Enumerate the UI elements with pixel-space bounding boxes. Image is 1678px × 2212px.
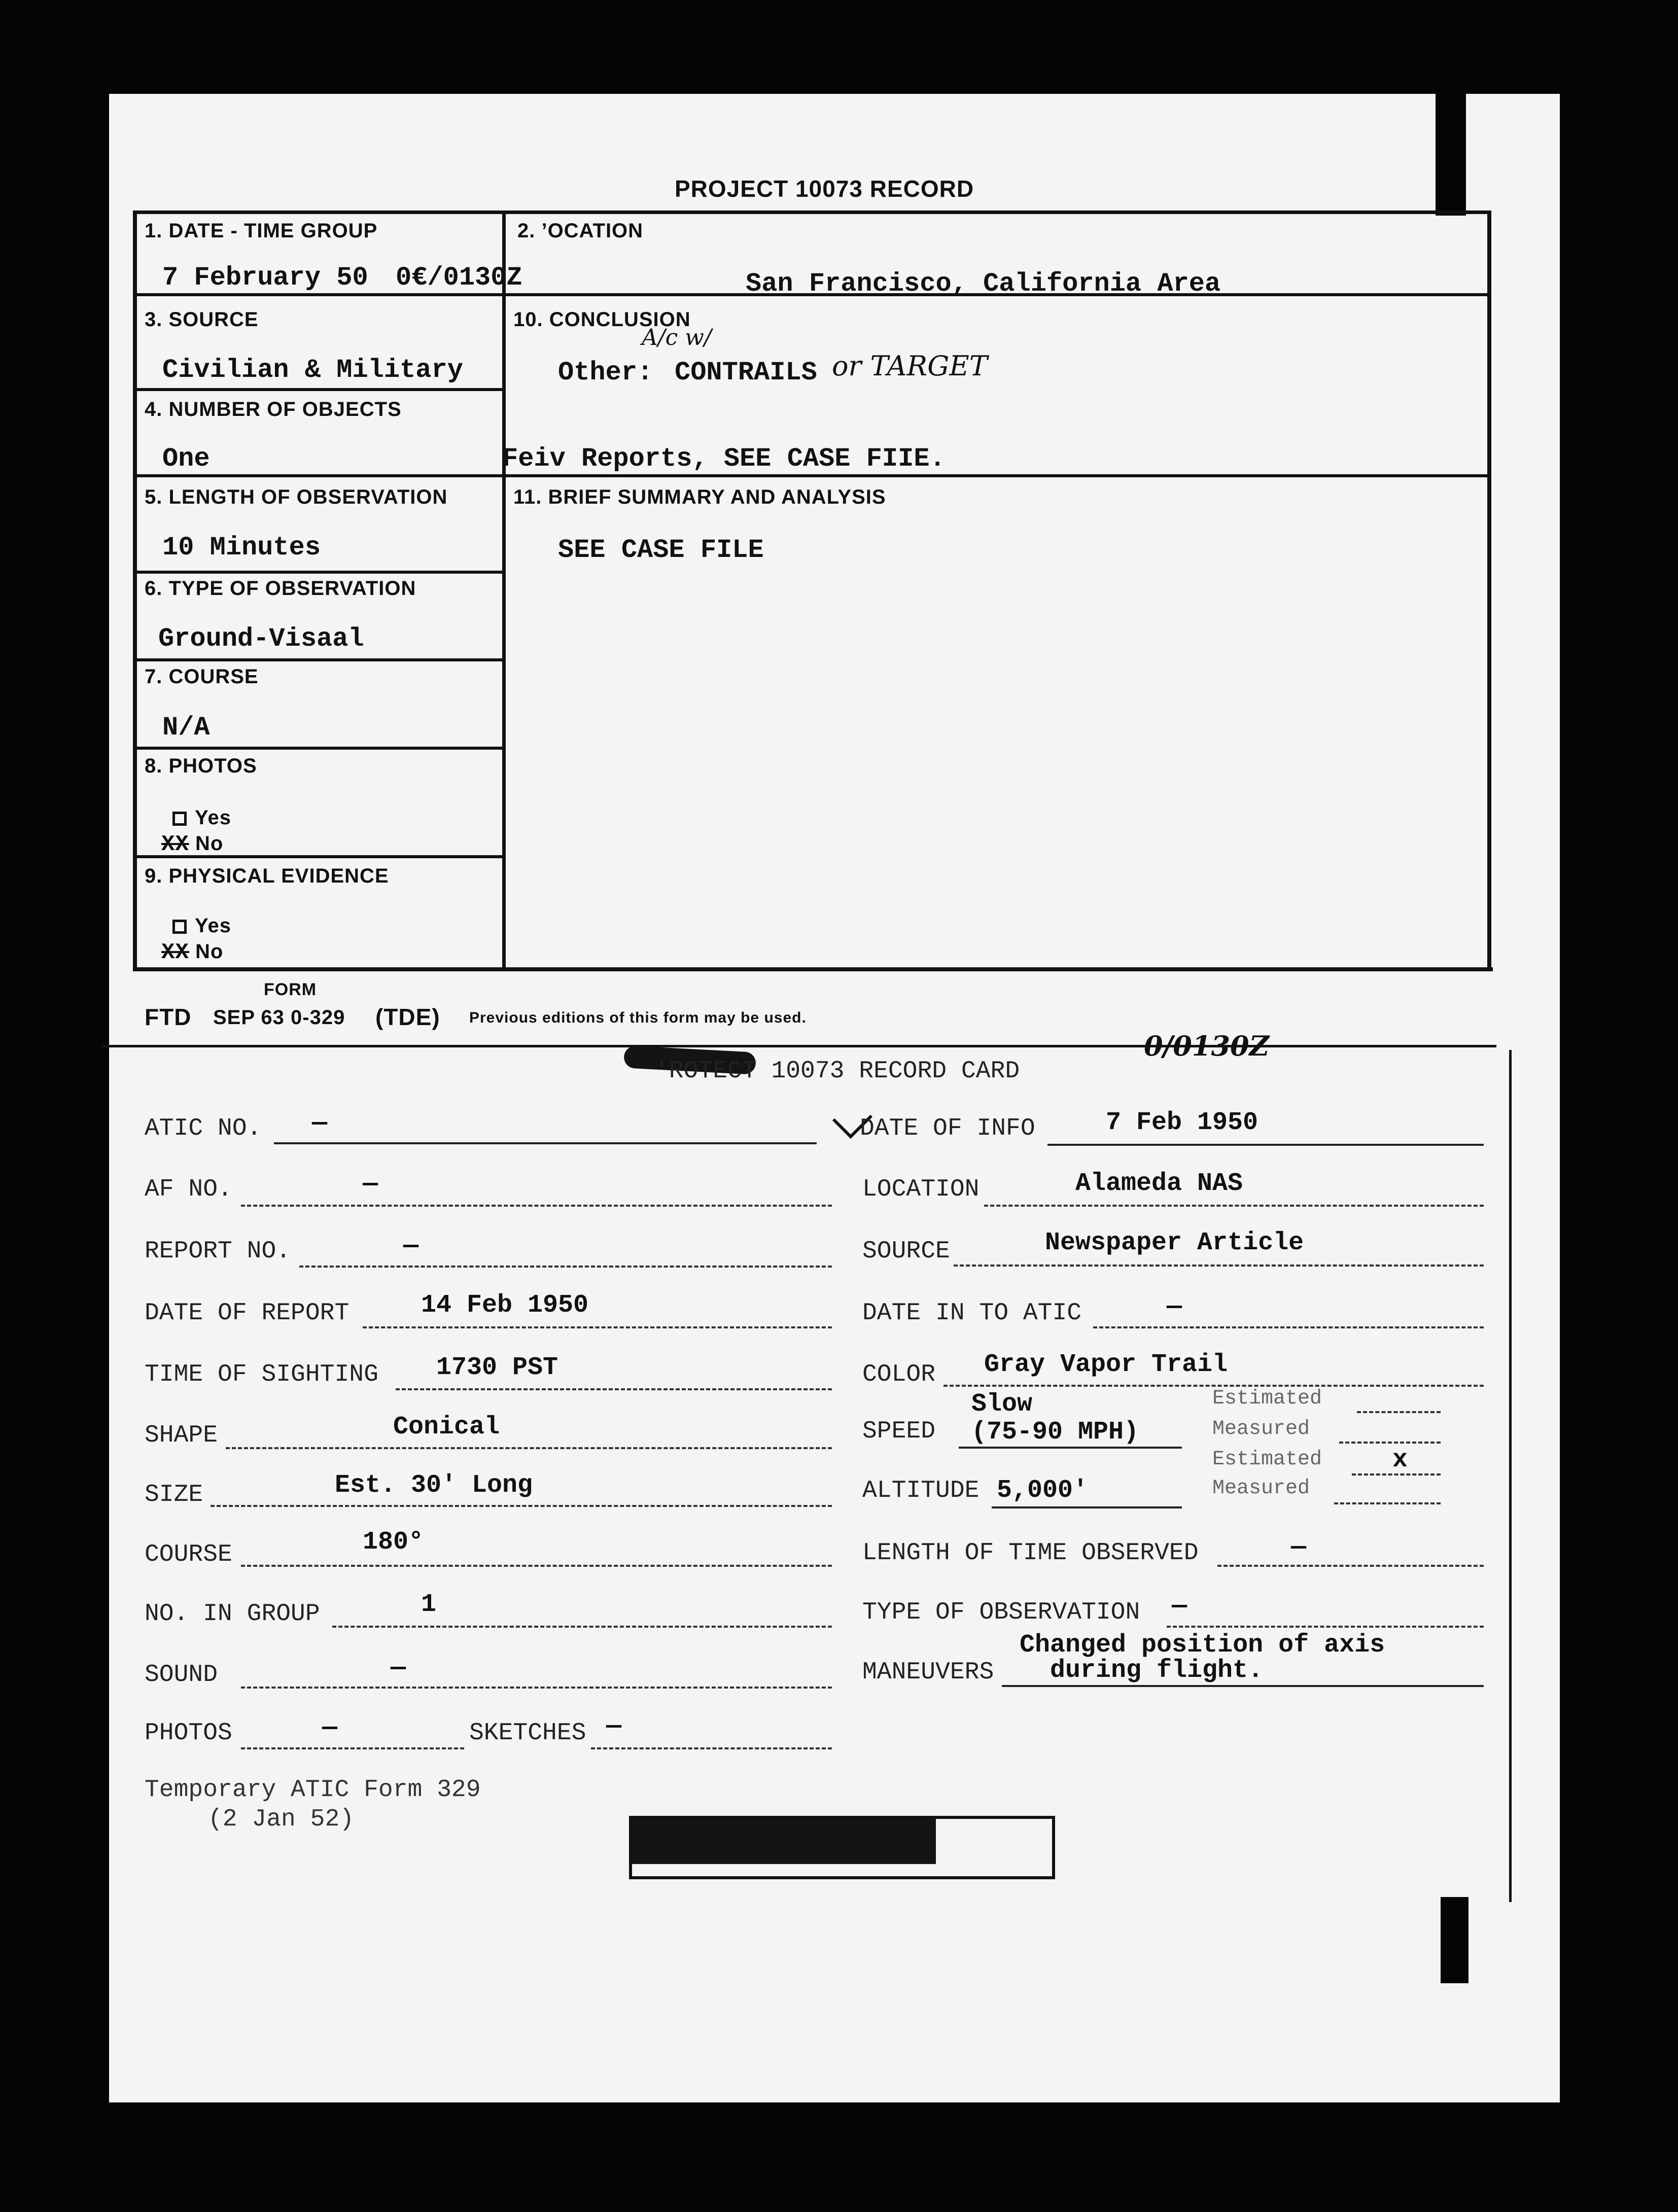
length-of-observation-label: 5. LENGTH OF OBSERVATION [145, 486, 448, 508]
date-in-label: DATE IN TO ATIC [862, 1300, 1082, 1327]
date-of-info-label: DATE OF INFO [860, 1115, 1035, 1142]
temporary-form-date: (2 Jan 52) [208, 1806, 355, 1833]
color-value: Gray Vapor Trail [984, 1350, 1228, 1379]
photos-card-label: PHOTOS [145, 1719, 232, 1747]
speed-estimated-line [1357, 1411, 1441, 1413]
no-in-group-line [332, 1626, 832, 1628]
speed-label: SPEED [862, 1418, 936, 1445]
sketches-label: SKETCHES [469, 1719, 586, 1747]
shape-value: Conical [393, 1413, 500, 1442]
card-corner-handwriting: 0/0130Z [1144, 1030, 1270, 1062]
time-of-sighting-value: 1730 PST [436, 1353, 558, 1382]
course-label: 7. COURSE [145, 665, 259, 688]
card-top-rule [101, 1045, 1496, 1047]
no-in-group-label: NO. IN GROUP [145, 1600, 320, 1628]
date-of-info-value: 7 Feb 1950 [1106, 1108, 1258, 1137]
conclusion-handwritten-aircraft: A/c w/ [642, 325, 712, 350]
evidence-no-option [161, 940, 223, 965]
date-of-report-label: DATE OF REPORT [145, 1300, 349, 1327]
form-footer-tde: (TDE) [375, 1004, 440, 1030]
maneuvers-label: MANEUVERS [862, 1659, 994, 1686]
length-of-time-label: LENGTH OF TIME OBSERVED [862, 1539, 1199, 1567]
maneuvers-value-line1: Changed position of axis [1020, 1631, 1385, 1660]
color-label: COLOR [862, 1361, 936, 1388]
conclusion-handwritten-target: or TARGET [832, 350, 988, 382]
report-no-label: REPORT NO. [145, 1238, 291, 1265]
physical-evidence-label: 9. PHYSICAL EVIDENCE [145, 865, 389, 887]
sketches-line [591, 1747, 832, 1749]
card-right-border [1509, 1050, 1512, 1902]
sound-value: — [391, 1654, 406, 1682]
form-footer-form: FORM [264, 980, 317, 999]
color-line [943, 1385, 1484, 1387]
location-value: San Francisco, California Area [746, 269, 1221, 299]
time-of-sighting-line [396, 1388, 832, 1390]
evidence-no-checked-mark: XX [161, 940, 189, 965]
evidence-yes-checkbox [172, 920, 187, 934]
date-time-zulu-value: 0€/0130Z [396, 263, 522, 293]
temporary-form-name: Temporary ATIC Form 329 [145, 1776, 481, 1804]
number-of-objects-label: 4. NUMBER OF OBJECTS [145, 398, 402, 420]
type-of-observation-card-value: — [1172, 1592, 1187, 1621]
date-time-group-label: 1. DATE - TIME GROUP [145, 220, 378, 242]
atic-no-label: ATIC NO. [145, 1115, 262, 1142]
evidence-no-text: No [195, 940, 224, 963]
form-footer-ftd: FTD [145, 1004, 192, 1030]
shape-line [226, 1447, 832, 1449]
type-of-observation-card-line [1167, 1626, 1484, 1628]
form-frame-bottom [134, 967, 1493, 971]
course-value: N/A [162, 713, 210, 743]
photos-no-option [161, 832, 223, 857]
altitude-label: ALTITUDE [862, 1477, 980, 1504]
photos-yes-checkbox [172, 812, 187, 826]
form-title: PROJECT 10073 RECORD [675, 175, 974, 202]
type-of-observation-card-label: TYPE OF OBSERVATION [862, 1599, 1140, 1626]
form-footer-note: Previous editions of this form may be used. [469, 1009, 807, 1026]
altitude-measured-label: Measured [1212, 1477, 1310, 1500]
source-card-line [954, 1265, 1484, 1267]
date-of-report-value: 14 Feb 1950 [421, 1291, 589, 1320]
date-in-value: — [1167, 1292, 1182, 1321]
photos-yes-option [172, 806, 231, 829]
speed-measured-line [1339, 1442, 1441, 1444]
date-of-report-line [363, 1326, 832, 1328]
date-of-info-line [1047, 1144, 1484, 1146]
card-title: 'ROTECT 10073 RECORD CARD [654, 1058, 1020, 1085]
form-footer-date: SEP 63 0-329 [213, 1006, 345, 1029]
photos-label: 8. PHOTOS [145, 755, 257, 777]
type-of-observation-label: 6. TYPE OF OBSERVATION [145, 577, 416, 600]
maneuvers-value-line2: during flight. [1050, 1656, 1264, 1685]
conclusion-label: 10. CONCLUSION [513, 308, 691, 331]
photos-yes-text: Yes [195, 806, 231, 829]
report-no-value: — [403, 1232, 419, 1260]
source-value: Civilian & Military [162, 355, 463, 385]
speed-value-top: Slow [971, 1390, 1033, 1419]
location-card-value: Alameda NAS [1075, 1169, 1243, 1198]
altitude-value: 5,000' [997, 1476, 1089, 1505]
sound-line [241, 1687, 832, 1689]
altitude-estimated-label: Estimated [1212, 1448, 1322, 1471]
length-of-time-value: — [1291, 1533, 1307, 1562]
form-frame-right [1487, 210, 1491, 971]
atic-no-line [274, 1142, 817, 1144]
row-divider-5 [134, 571, 505, 574]
size-value: Est. 30' Long [335, 1471, 533, 1500]
altitude-measured-line [1334, 1502, 1441, 1504]
source-card-label: SOURCE [862, 1238, 950, 1265]
photos-card-value: — [322, 1713, 338, 1742]
af-no-value: — [363, 1170, 378, 1199]
date-time-group-value: 7 February 50 [162, 263, 368, 293]
conclusion-line2: Feiv Reports, SEE CASE FIIE. [502, 444, 946, 474]
type-of-observation-value: Ground-Visaal [158, 624, 364, 654]
brief-summary-value: SEE CASE FILE [558, 535, 764, 565]
photos-no-text: No [195, 832, 224, 855]
sound-label: SOUND [145, 1661, 218, 1689]
photos-card-line [241, 1747, 464, 1749]
speed-value: (75-90 MPH) [971, 1418, 1139, 1447]
row-divider-7 [134, 747, 505, 750]
report-no-line [299, 1266, 832, 1268]
speed-measured-label: Measured [1212, 1418, 1310, 1441]
course-card-label: COURSE [145, 1541, 232, 1568]
speed-line [959, 1447, 1182, 1449]
source-card-value: Newspaper Article [1045, 1228, 1304, 1257]
size-label: SIZE [145, 1481, 203, 1508]
altitude-estimated-line [1352, 1473, 1441, 1476]
number-of-objects-value: One [162, 444, 210, 474]
no-in-group-value: 1 [421, 1590, 437, 1619]
source-label: 3. SOURCE [145, 308, 259, 331]
shape-label: SHAPE [145, 1422, 218, 1449]
speed-estimated-label: Estimated [1212, 1387, 1322, 1410]
photos-no-checked-mark: XX [161, 832, 189, 857]
af-no-label: AF NO. [145, 1176, 232, 1203]
row-divider-4 [134, 474, 1489, 477]
altitude-estimated-mark: x [1392, 1446, 1408, 1474]
brief-summary-label: 11. BRIEF SUMMARY AND ANALYSIS [513, 486, 886, 508]
atic-no-value: — [312, 1109, 328, 1138]
evidence-yes-text: Yes [195, 915, 231, 937]
form-frame-top [134, 210, 1489, 214]
row-divider-3 [134, 388, 505, 391]
length-of-time-line [1217, 1565, 1484, 1567]
location-card-line [984, 1205, 1484, 1207]
altitude-line [992, 1506, 1182, 1508]
length-of-observation-value: 10 Minutes [162, 533, 321, 563]
location-label: 2. ’OCATION [517, 220, 644, 242]
stamp-redaction-bar [632, 1818, 936, 1864]
sketches-value: — [606, 1712, 622, 1741]
evidence-yes-option [172, 915, 231, 937]
scan-edge-mark-top [1436, 94, 1466, 216]
course-card-line [241, 1565, 832, 1567]
date-in-line [1093, 1326, 1484, 1328]
time-of-sighting-label: TIME OF SIGHTING [145, 1361, 378, 1388]
conclusion-value: CONTRAILS [675, 358, 817, 388]
row-divider-6 [134, 658, 505, 661]
scan-edge-mark-bottom [1441, 1897, 1469, 1983]
conclusion-prefix: Other: [558, 358, 653, 388]
size-line [211, 1505, 832, 1507]
af-no-line [241, 1205, 832, 1207]
location-card-label: LOCATION [862, 1176, 980, 1203]
maneuvers-line [1002, 1685, 1484, 1687]
course-card-value: 180° [363, 1528, 424, 1557]
